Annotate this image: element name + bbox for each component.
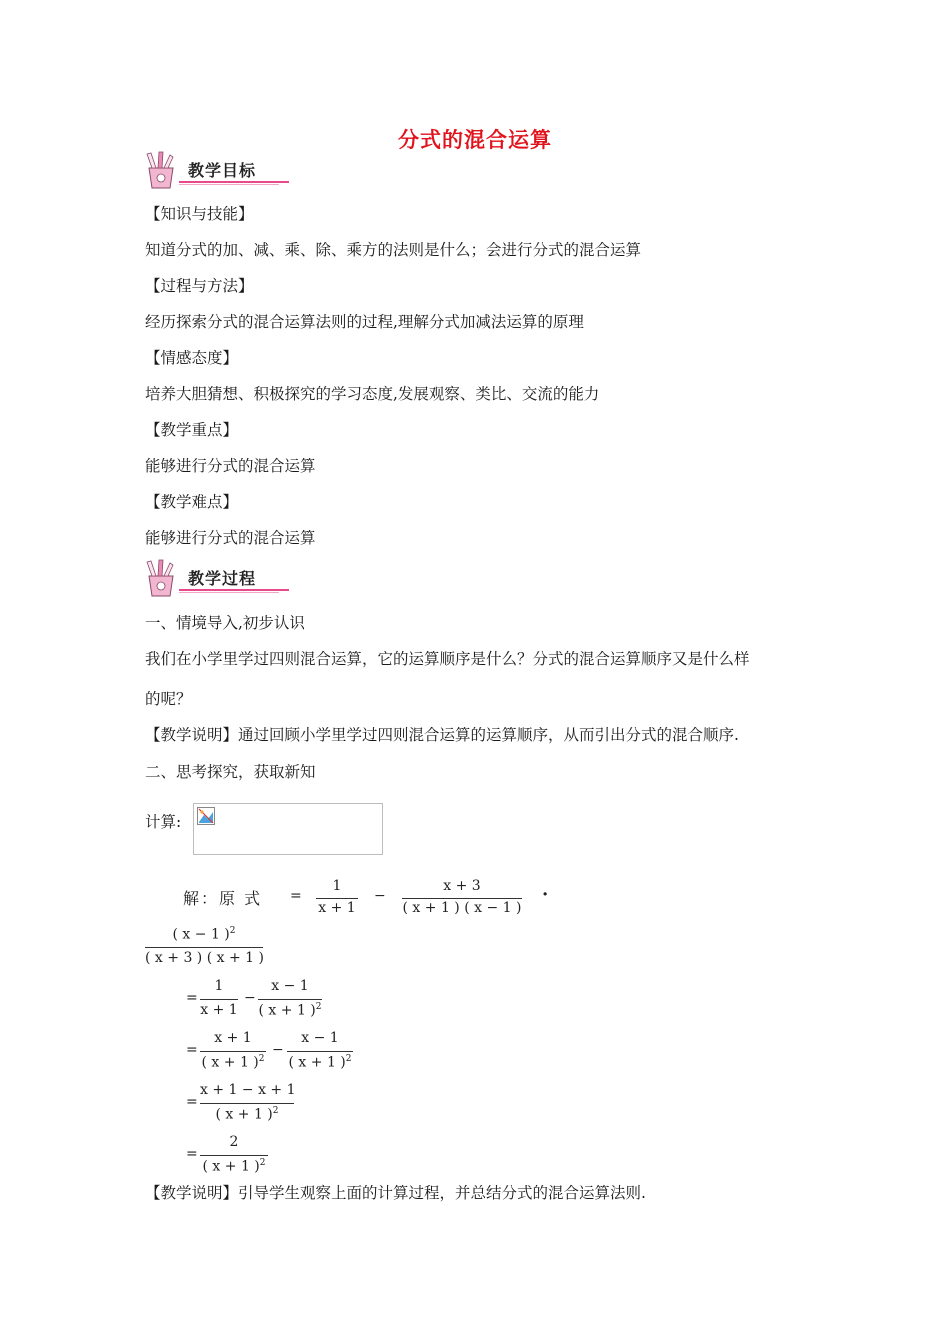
goal-heading-difficulty: 【教学难点】 — [145, 493, 239, 511]
intro-text-line1: 我们在小学里学过四则混合运算，它的运算顺序是什么？分式的混合运算顺序又是什么样 — [145, 650, 750, 668]
intro-text-line2: 的呢？ — [145, 690, 192, 708]
step2-a-numerator: x + 1 — [214, 1030, 252, 1046]
fraction-bar — [145, 947, 263, 948]
step2-a-denominator: ( x + 1 )$^2$ — [201, 1054, 265, 1071]
step3-fraction — [200, 1082, 294, 1126]
goal-heading-key: 【教学重点】 — [145, 421, 239, 439]
fraction-1 — [316, 878, 358, 920]
teaching-note-2: 【教学说明】引导学生观察上面的计算过程，并总结分式的混合运算法则. — [145, 1184, 646, 1202]
step1-fraction-b — [258, 978, 322, 1022]
fraction-bar — [200, 999, 238, 1000]
step1-b-denominator: ( x + 1 )$^2$ — [258, 1002, 322, 1019]
section-heading-explore: 二、思考探究，获取新知 — [145, 763, 316, 781]
solution-label: 解：原 式 — [183, 889, 263, 908]
fraction-3-denominator: ( x + 3 ) ( x + 1 ) — [145, 950, 264, 966]
step2-fraction-b — [287, 1030, 353, 1074]
formula-image-placeholder — [193, 803, 383, 855]
goal-text-process: 经历探索分式的混合运算法则的过程,理解分式加减法运算的原理 — [145, 313, 584, 331]
fraction-3 — [145, 926, 263, 970]
equals-sign: = — [186, 1146, 198, 1162]
step4-numerator: 2 — [229, 1134, 239, 1150]
equals-sign: = — [290, 888, 302, 904]
fraction-2-denominator: ( x + 1 ) ( x − 1 ) — [402, 900, 522, 916]
page-title: 分式的混合运算 — [398, 128, 552, 152]
fraction-bar — [258, 999, 322, 1000]
multiply-dot: · — [542, 884, 549, 905]
goal-text-attitude: 培养大胆猜想、积极探究的学习态度,发展观察、类比、交流的能力 — [145, 385, 600, 403]
calc-label: 计算: — [145, 813, 182, 831]
fraction-1-numerator: 1 — [332, 878, 342, 894]
section-banner-goals — [143, 150, 293, 192]
goal-heading-knowledge: 【知识与技能】 — [145, 205, 254, 223]
step1-fraction-a — [200, 978, 238, 1022]
section-banner-process — [143, 558, 293, 600]
broken-image-icon — [197, 807, 215, 825]
step1-a-numerator: 1 — [214, 978, 224, 994]
goal-text-knowledge: 知道分式的加、减、乘、除、乘方的法则是什么；会进行分式的混合运算 — [145, 241, 642, 259]
fraction-bar — [200, 1103, 294, 1104]
equals-sign: = — [186, 990, 198, 1006]
fraction-bar — [316, 898, 358, 899]
step2-b-denominator: ( x + 1 )$^2$ — [288, 1054, 352, 1071]
equals-sign: = — [186, 1042, 198, 1058]
banner-rule-light — [179, 184, 279, 185]
fraction-2 — [402, 878, 522, 920]
banner-rule — [179, 181, 289, 183]
minus-sign: − — [244, 990, 256, 1006]
fraction-bar — [200, 1155, 268, 1156]
goal-heading-process: 【过程与方法】 — [145, 277, 254, 295]
goal-text-key: 能够进行分式的混合运算 — [145, 457, 316, 475]
goal-text-difficulty: 能够进行分式的混合运算 — [145, 529, 316, 547]
step4-denominator: ( x + 1 )$^2$ — [202, 1158, 266, 1175]
step4-fraction — [200, 1134, 268, 1178]
fraction-2-numerator: x + 3 — [443, 878, 481, 894]
fraction-bar — [287, 1051, 353, 1052]
fraction-1-denominator: x + 1 — [318, 900, 356, 916]
fraction-bar — [402, 898, 522, 899]
step2-b-numerator: x − 1 — [301, 1030, 339, 1046]
minus-sign: − — [374, 888, 386, 904]
teaching-note-1: 【教学说明】通过回顾小学里学过四则混合运算的运算顺序，从而引出分式的混合顺序. — [145, 726, 739, 744]
equals-sign: = — [186, 1094, 198, 1110]
banner-label: 教学目标 — [188, 161, 257, 180]
minus-sign: − — [272, 1042, 284, 1058]
fraction-3-numerator: ( x − 1 )$^2$ — [172, 926, 236, 943]
fraction-bar — [200, 1051, 266, 1052]
banner-label: 教学过程 — [188, 569, 257, 588]
step2-fraction-a — [200, 1030, 266, 1074]
step1-b-numerator: x − 1 — [271, 978, 309, 994]
goal-heading-attitude: 【情感态度】 — [145, 349, 239, 367]
step3-numerator: x + 1 − x + 1 — [200, 1082, 296, 1098]
banner-rule — [179, 589, 289, 591]
banner-rule-light — [179, 592, 279, 593]
step3-denominator: ( x + 1 )$^2$ — [215, 1106, 279, 1123]
section-heading-intro: 一、情境导入,初步认识 — [145, 614, 305, 632]
step1-a-denominator: x + 1 — [200, 1002, 238, 1018]
